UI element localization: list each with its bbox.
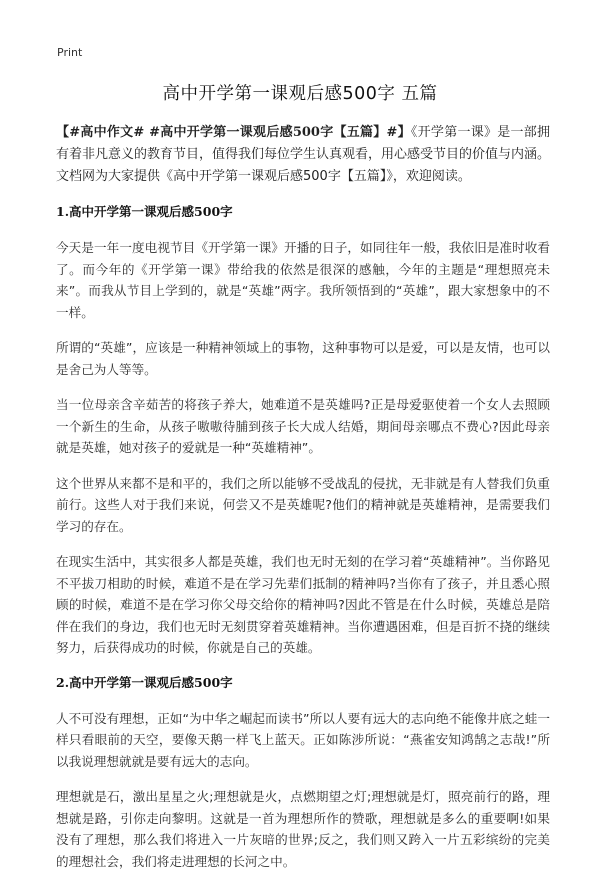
intro-text: 《开学第一课》是一部拥有着非凡意义的教育节目，值得我们每位学生认真观看，用心感受节目的价值与内涵。文档网为大家提供《高中开学第一课观后感500字【五篇】》，欢迎阅读。 (56, 125, 551, 184)
paragraph: 当一位母亲含辛茹苦的将孩子养大，她难道不是英雄吗?正是母爱驱使着一个女人去照顾一个新生的生命，从孩子嗷嗷待脯到孩子长大成人结婚，期间母亲哪点不费心?因此母亲就是英雄，她对孩子的爱就是一种“英雄精神”。 (56, 397, 550, 455)
paragraph: 所谓的“英雄”，应该是一种精神领域上的事物，这种事物可以是爱，可以是友情，也可以是舍己为人等等。 (56, 340, 550, 377)
section-heading-2: 2.高中开学第一课观后感500字 (56, 674, 233, 690)
page-title: 高中开学第一课观后感500字 五篇 (162, 84, 438, 104)
paragraph: 人不可没有理想，正如“为中华之崛起而读书”所以人要有远大的志向绝不能像井底之蛙一样只看眼前的天空，要像天鹅一样飞上蓝天。正如陈涉所说：“燕雀安知鸿鹄之志哉!”所以我说理想就就是要有远大的志向。 (56, 710, 550, 769)
article-body (56, 122, 550, 886)
paragraph: 在现实生活中，其实很多人都是英雄，我们也无时无刻的在学习着“英雄精神”。当你路见不平拔刀相助的时候，难道不是在学习先辈们抵制的精神吗?当你有了孩子，并且悉心照顾的时候，难道不是在学习你父母交给你的精神吗?因此不管是在什么时候，英雄总是陪伴在我们的身边，我们也无时无刻贯穿着英雄精神。当你遭遇困难，但是百折不挠的继续努力，后获得成功的时候，你就是自己的英雄。 (56, 554, 550, 655)
paragraph: 这个世界从来都不是和平的，我们之所以能够不受战乱的侵扰，无非就是有人替我们负重前行。这些人对于我们来说，何尝又不是英雄呢?他们的精神就是英雄精神，是需要我们学习的存在。 (56, 475, 550, 534)
section-heading-1: 1.高中开学第一课观后感500字 (56, 204, 233, 219)
intro-tag: 【#高中作文# #高中开学第一课观后感500字【五篇】#】 (56, 125, 411, 140)
paragraph: 理想就是石，激出星星之火;理想就是火，点燃期望之灯;理想就是灯，照亮前行的路，理想就是路，引你走向黎明。这就是一首为理想所作的赞歌，理想就是多么的重要啊!如果没有了理想，那么我们将进入一片灰暗的世界;反之，我们则又跨入一片五彩缤纷的完美的理想社会，我们将走进理想的长河之中。 (56, 789, 550, 869)
intro-paragraph (56, 122, 550, 188)
paragraph: 今天是一年一度电视节目《开学第一课》开播的日子，如同往年一般，我依旧是准时收看了。而今年的《开学第一课》带给我的依然是很深的感触，今年的主题是“理想照亮未来”。而我从节目上学到的，就是“英雄”两字。我所领悟到的“英雄”，跟大家想象中的不一样。 (56, 240, 550, 320)
print-label: Print (57, 46, 83, 59)
